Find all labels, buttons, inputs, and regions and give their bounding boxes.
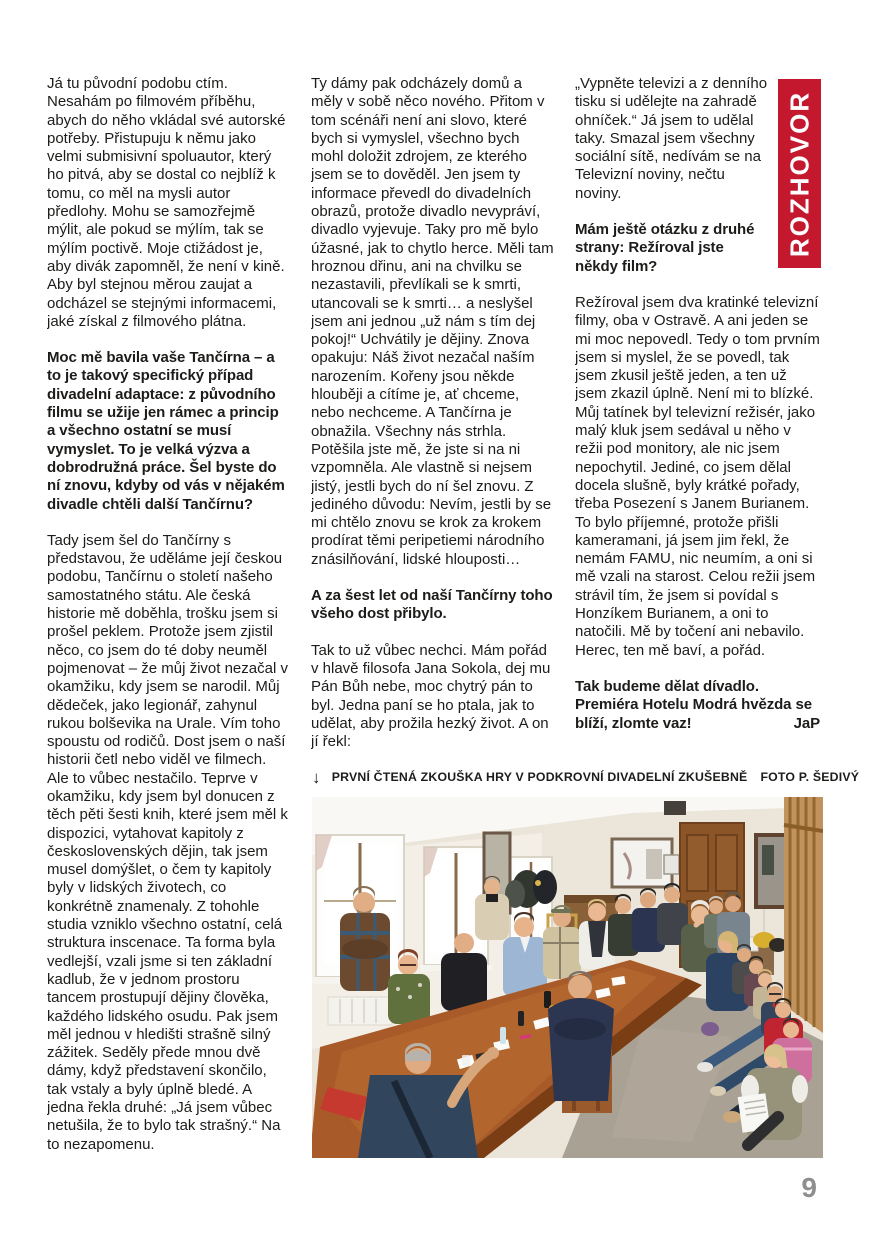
down-arrow-icon: ↓	[312, 767, 321, 787]
closing-text: Tak budeme dělat dívadlo. Premiéra Hotelu Modrá hvězda se blíží, zlomte vaz!	[575, 677, 812, 732]
article-column-2	[311, 75, 555, 775]
answer-paragraph: „Vypněte televizi a z denního tisku si udělejte na zahradě ohníček.“ Já jsem to udělal taky. Smazal jsem všechny sociální sítě, nedívám se na Televizní noviny, nečtu noviny.	[575, 75, 768, 202]
section-banner-label: ROZHOVOR	[784, 90, 814, 257]
closing-paragraph	[575, 678, 820, 733]
answer-paragraph: Já tu původní podobu ctím. Nesahám po filmovém příběhu, abych do něho vkládal své autorské potřeby. Přistupuju k němu jako velmi submisivní spoluautor, který ho pitvá, aby se dostal co nejblíž k tomu, co měl na mysli autor předlohy. Mohu se samozřejmě mýlit, ale pokud se mýlím, tak se mýlím poctivě. Moje ctižádost je, aby divák zapomněl, že není v kině. Aby byl stejnou měrou zaujat a odcházel se stejnými informacemi, jaké získal z filmového plátna.	[47, 75, 286, 330]
photo-caption	[312, 766, 860, 788]
answer-paragraph: Tady jsem šel do Tančírny s představou, že uděláme její českou podobu, Tančírnu o století našeho samostatného státu. Ale česká historie mě doběhla, trošku jsem si prošel peklem. Protože jsem zjistil něco, co jsem do té doby neuměl pojmenovat – že můj život nezačal v okamžiku, kdy jsem se narodil. Můj dědeček, jako legionář, zahynul rukou bolševika na Urale. Vím toho spoustu od rodičů. Dost jsem o naší historii četl nebo viděl ve filmech. Ale to vůbec nestačilo. Teprve v okamžiku, kdy jsem byl donucen z těch pěti šesti knih, které jsem měl k dispozici, vytahovat kapitoly z československých dějin, tak jsem musel domýšlet, o čem ty kapitoly byly v lidských životech, co konkrétně znamenaly. Z tohohle studia vzniklo všechno ostatní, celá struktura inscenace. Ta forma byla vedlejší, vzali jsme si ten základní kadlub, že v jednom prostoru tancem prostupují dějiny člověka, každého lidského osudu. Pak jsem měl jednou v hledišti strašně silný zážitek. Seděly přede mnou dvě dámy, když představení skončilo, tak vstaly a byly úplně bledé. A jedna řekla druhé: „Já jsem vůbec netušila, že to bylo tak strašný.“ Na to nezapomenu.	[47, 531, 288, 1153]
question-paragraph: Mám ještě otázku z druhé strany: Režíroval jste někdy film?	[575, 221, 755, 275]
author-initials: JaP	[793, 714, 820, 732]
question-paragraph: Moc mě bavila vaše Tančírna – a to je takový specifický případ divadelní adaptace: z původního filmu se užije jen rámec a princip a všechno ostatní se musí vymyslet. To je velká výzva a dobrodružná práce. Šel byste do ní znovu, kdyby od vás v nějakém divadle chtěli další Tančírnu?	[47, 349, 285, 513]
photo-credit: FOTO P. ŠEDIVÝ	[760, 770, 860, 784]
answer-paragraph: Ty dámy pak odcházely domů a měly v sobě něco nového. Přitom v tom scénáři není ani slovo, které bych si vymyslel, všechno bych mohl doložit zdrojem, ze kterého jsem se to dověděl. Jen jsem ty informace převedl do divadelních obrazů, protože divadlo nevypráví, divadlo vyjevuje. Taky pro mě bylo úžasné, jak to chytlo herce. Měli tam hroznou dřinu, ani na chvilku se nezastavili, převlíkali se k smrti, utancovali se k smrti… a neslyšel jsem ani jednou „už nám s tím dej pokoj!“ Uchvátily je dějiny. Znova opakuju: Náš život nezačal naším narozením. Kořeny jsou někde hlouběji a cítíme je, ať chceme, nebo nechceme. A Tančírna je obnažila. Všechny nás strhla. Potěšila jste mě, že jste si na ni vzpomněla. Ale vlastně si nejsem jistý, jestli bych do ní šel znovu. Z jediného důvodu: Nevím, jestli by se mi chtělo znovu se krok za krokem prodírat těmi peripetiemi národního znásilňování, lidské hlouposti…	[311, 75, 554, 568]
rehearsal-photo	[312, 797, 823, 1158]
answer-paragraph: Režíroval jsem dva kratinké televizní filmy, oba v Ostravě. A ani jeden se mi moc nepovedl. Tedy o tom prvním jsem si myslel, že se povedl, tak jsem zkusil ještě jeden, a ten už jsem zkazil úplně. Není mi to blízké. Můj tatínek byl televizní režisér, jako malý kluk jsem sedával u něho v režii pod monitory, ale nic jsem nepochytil. Jediné, co jsem dělal docela slušně, byly krátké pořady, třeba Posezení s Janem Burianem. To bylo příjemné, protože přišli kameramani, já jsem jim řekl, že nemám FAMU, nic neumím, a oni si mě vzali na starost. Celou režii jsem strávil tím, že jsem si povídal s Honzíkem Burianem, a oni to natočili. Mě by točení ani nebavilo. Herec, ten mě baví, a pořád.	[575, 293, 820, 659]
photo-caption-text: PRVNÍ ČTENÁ ZKOUŠKA HRY V PODKROVNÍ DIVADELNÍ ZKUŠEBNĚ	[331, 770, 748, 784]
answer-paragraph: Tak to už vůbec nechci. Mám pořád v hlavě filosofa Jana Sokola, dej mu Pán Bůh nebe, moc chytrý pán to byl. Jedna paní se ho ptala, jak to udělat, aby prožila hezký život. A on jí řekl:	[311, 641, 551, 751]
section-banner-rozhovor	[778, 79, 821, 268]
rehearsal-photo-illustration	[312, 797, 823, 1158]
article-column-1	[47, 75, 290, 1177]
question-paragraph: A za šest let od naší Tančírny toho všeho dost přibylo.	[311, 587, 553, 623]
page-number: 9	[801, 1172, 817, 1203]
